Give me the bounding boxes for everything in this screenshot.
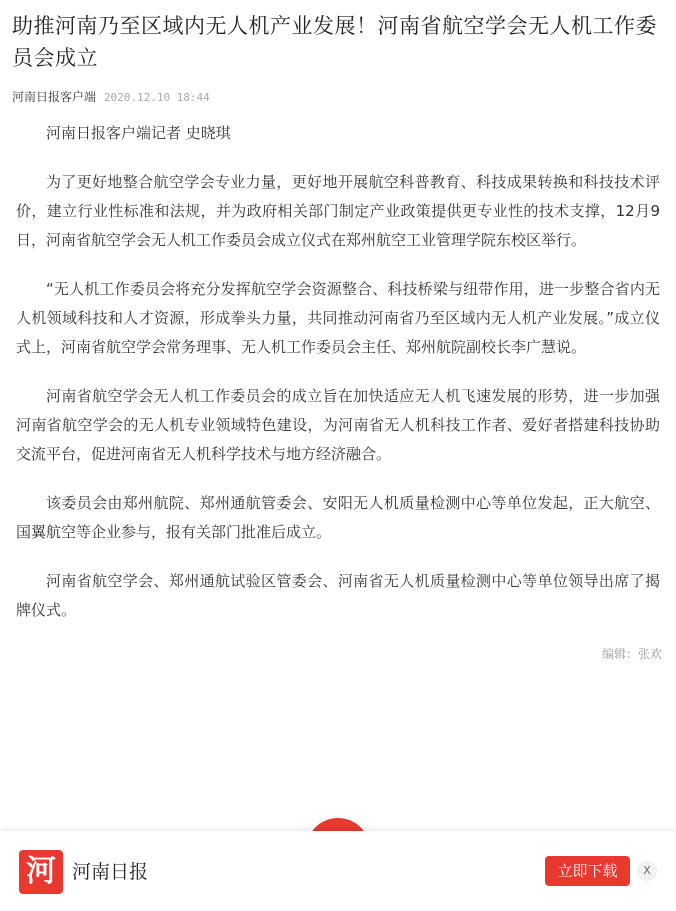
article-editor: 编辑：张欢 — [601, 647, 662, 661]
article-body — [12, 119, 664, 625]
article-paragraph: “无人机工作委员会将充分发挥航空学会资源整合、科技桥梁与纽带作用，进一步整合省内无人机领域科技和人才资源，形成拳头力量，共同推动河南省乃至区域内无人机产业发展。”成立仪式上，河南省航空学会常务理事、无人机工作委员会主任、郑州航院副校长李广慧说。 — [16, 280, 660, 356]
article-paragraph: 该委员会由郑州航院、郑州通航管委会、安阳无人机质量检测中心等单位发起，正大航空、国翼航空等企业参与，报有关部门批准后成立。 — [16, 494, 660, 541]
app-logo-icon: 河 — [19, 850, 63, 894]
article-paragraph: 河南省航空学会、郑州通航试验区管委会、河南省无人机质量检测中心等单位领导出席了揭牌仪式。 — [16, 572, 660, 619]
download-button[interactable]: 立即下载 — [545, 856, 630, 886]
article-title: 助推河南乃至区域内无人机产业发展！河南省航空学会无人机工作委员会成立 — [12, 14, 657, 70]
article-paragraph: 为了更好地整合航空学会专业力量，更好地开展航空科普教育、科技成果转换和科技技术评价，建立行业性标准和法规，并为政府相关部门制定产业政策提供更专业性的技术支撑，12月9日，河南省航空学会无人机工作委员会成立仪式在郑州航空工业管理学院东校区举行。 — [16, 173, 660, 249]
article-byline: 河南日报客户端记者 史晓琪 — [46, 124, 231, 142]
app-download-banner — [0, 831, 676, 911]
article-timestamp: 2020.12.10 18:44 — [103, 91, 210, 104]
app-name: 河南日报 — [72, 861, 149, 883]
article-source[interactable]: 河南日报客户端 — [12, 90, 97, 104]
article-paragraph: 河南省航空学会无人机工作委员会的成立旨在加快适应无人机飞速发展的形势，进一步加强河南省航空学会的无人机专业领域特色建设，为河南省无人机科技工作者、爱好者搭建科技协助交流平台，促进河南省无人机科学技术与地方经济融合。 — [16, 387, 660, 463]
close-icon[interactable]: X — [637, 861, 657, 881]
article-meta — [12, 88, 664, 107]
